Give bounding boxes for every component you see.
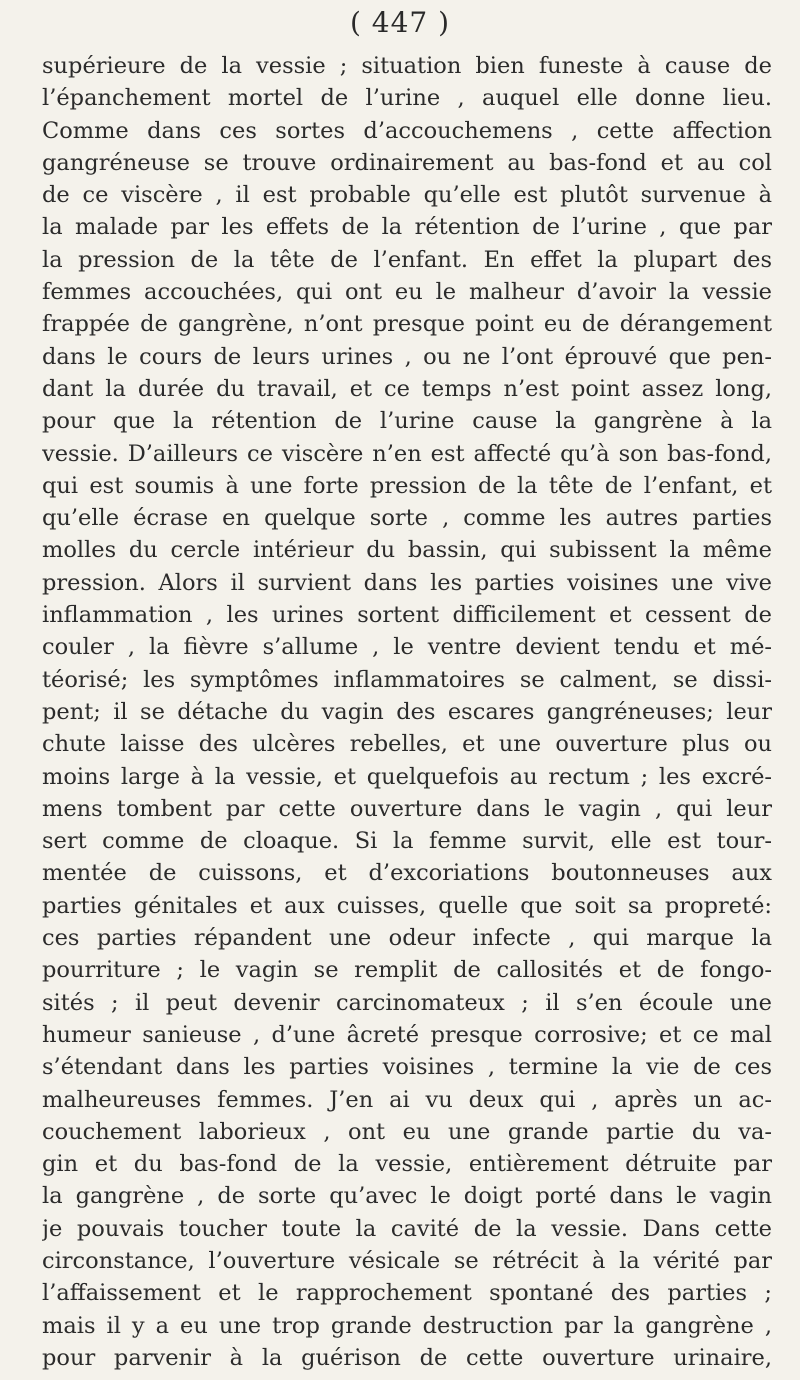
text-line: pour que la rétention de l’urine cause la gangrène à la [42,408,772,435]
text-line: gangréneuse se trouve ordinairement au bas-fond et au col [42,149,772,176]
text-line: s’étendant dans les parties voisines , termine la vie de ces [42,1054,772,1081]
text-line: vessie. D’ailleurs ce viscère n’en est affecté qu’à son bas-fond, [42,440,772,467]
text-line: ces parties répandent une odeur infecte , qui marque la [42,925,772,952]
text-line: circonstance, l’ouverture vésicale se rétrécit à la vérité par [42,1247,772,1274]
text-line: dans le cours de leurs urines , ou ne l’ont éprouvé que pen- [42,343,772,370]
text-line: qui est soumis à une forte pression de la tête de l’enfant, et [42,472,772,499]
text-line: pression. Alors il survient dans les parties voisines une vive [42,569,772,596]
text-line: inflammation , les urines sortent difficilement et cessent de [42,602,772,629]
text-line: pour parvenir à la guérison de cette ouverture urinaire, [42,1344,772,1371]
text-line: couchement laborieux , ont eu une grande partie du va- [42,1118,772,1145]
text-line: parties génitales et aux cuisses, quelle que soit sa propreté: [42,892,772,919]
text-line: l’épanchement mortel de l’urine , auquel elle donne lieu. [42,85,772,112]
text-line: mens tombent par cette ouverture dans le vagin , qui leur [42,795,772,822]
text-line: pent; il se détache du vagin des escares gangréneuses; leur [42,698,772,725]
text-line: mais il y a eu une trop grande destruction par la gangrène , [42,1312,772,1339]
text-line: la malade par les effets de la rétention de l’urine , que par [42,214,772,241]
text-line: gin et du bas-fond de la vessie, entièrement détruite par [42,1151,772,1178]
text-line: la gangrène , de sorte qu’avec le doigt porté dans le vagin [42,1183,772,1210]
text-line: moins large à la vessie, et quelquefois au rectum ; les excré- [42,763,772,790]
text-line: malheureuses femmes. J’en ai vu deux qui , après un ac- [42,1086,772,1113]
text-line: sert comme de cloaque. Si la femme survit, elle est tour- [42,828,772,855]
text-line: téorisé; les symptômes inflammatoires se calment, se dissi- [42,666,772,693]
text-line: de ce viscère , il est probable qu’elle est plutôt survenue à [42,182,772,209]
text-line: humeur sanieuse , d’une âcreté presque corrosive; et ce mal [42,1021,772,1048]
text-line: l’affaissement et le rapprochement spontané des parties ; [42,1280,772,1307]
text-line: molles du cercle intérieur du bassin, qui subissent la même [42,537,772,564]
page-number: ( 447 ) [349,6,451,39]
text-line: chute laisse des ulcères rebelles, et une ouverture plus ou [42,731,772,758]
text-line: sités ; il peut devenir carcinomateux ; il s’en écoule une [42,989,772,1016]
text-line: je pouvais toucher toute la cavité de la vessie. Dans cette [42,1215,772,1242]
text-line: femmes accouchées, qui ont eu le malheur d’avoir la vessie [42,279,772,306]
text-line: dant la durée du travail, et ce temps n’est point assez long, [42,375,772,402]
text-line: couler , la fièvre s’allume , le ventre devient tendu et mé- [42,634,772,661]
text-line: mentée de cuissons, et d’excoriations boutonneuses aux [42,860,772,887]
text-line: pourriture ; le vagin se remplit de callosités et de fongo- [42,957,772,984]
body-text [42,50,772,1374]
text-line: frappée de gangrène, n’ont presque point eu de dérangement [42,311,772,338]
text-line: la pression de la tête de l’enfant. En effet la plupart des [42,246,772,273]
text-line: supérieure de la vessie ; situation bien funeste à cause de [42,53,772,79]
text-line: Comme dans ces sortes d’accouchemens , cette affection [42,117,772,144]
text-line: qu’elle écrase en quelque sorte , comme les autres parties [42,505,772,532]
